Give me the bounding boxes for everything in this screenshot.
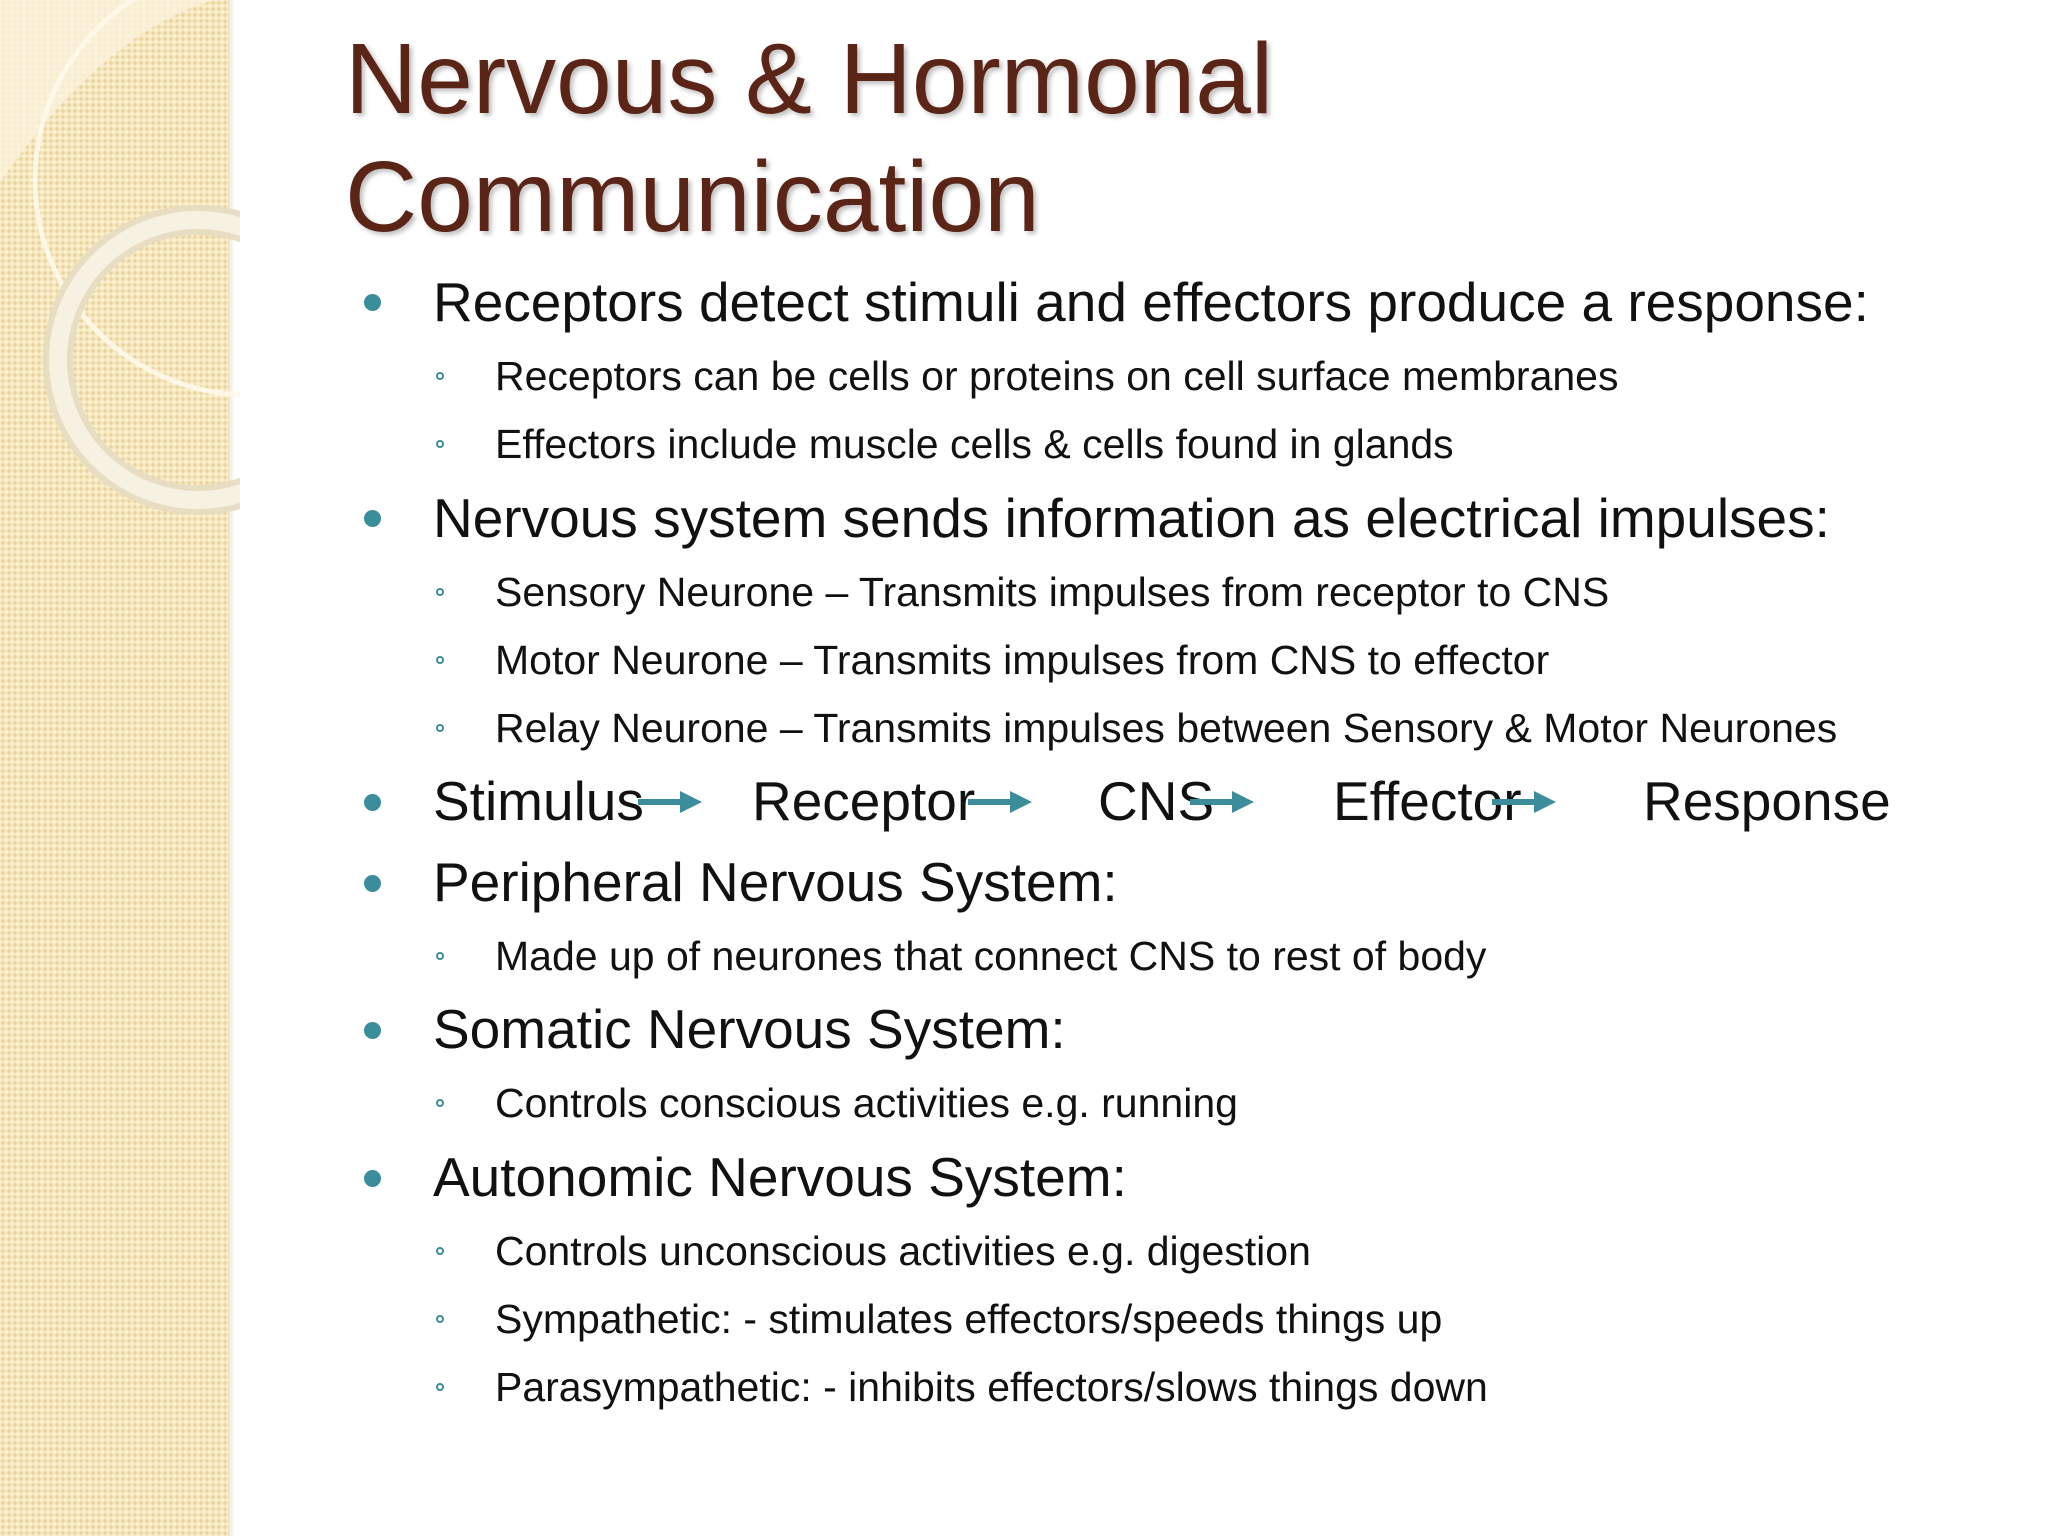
sub-bullet-autonomic-1: Controls unconscious activities e.g. digestion [495,1228,1311,1274]
flow-step-effector: Effector [1333,770,1522,832]
sub-bullet-ring-icon [436,656,444,664]
sub-bullet-ring-icon [436,440,444,448]
sub-bullet-ring-icon [436,952,444,960]
sub-bullet-ring-icon [436,1315,444,1323]
flow-step-stimulus: Stimulus [433,770,644,832]
flow-arrow-icon [1490,787,1560,817]
bullet-dot-icon [364,510,381,527]
sub-bullet-peripheral-1: Made up of neurones that connect CNS to rest of body [495,933,1487,979]
bullet-dot-icon [364,1170,381,1187]
bullet-somatic-nervous-system: Somatic Nervous System: [433,998,1066,1060]
flow-arrow-icon [636,787,706,817]
sub-bullet-parasympathetic: Parasympathetic: - inhibits effectors/slows things down [495,1364,1488,1410]
bullet-receptors: Receptors detect stimuli and effectors produce a response: [433,271,1869,333]
slide-title-line-1: Nervous & Hormonal [345,23,1274,135]
flow-step-response: Response [1643,770,1891,832]
bullet-autonomic-nervous-system: Autonomic Nervous System: [433,1146,1127,1208]
sub-bullet-receptors-1: Receptors can be cells or proteins on cell surface membranes [495,353,1619,399]
sub-bullet-ring-icon [436,588,444,596]
flow-arrow-icon [1188,787,1258,817]
flow-step-receptor: Receptor [752,770,976,832]
bullet-nervous-system: Nervous system sends information as electrical impulses: [433,487,1830,549]
slide-title-line-2: Communication [345,141,1040,253]
bullet-peripheral-nervous-system: Peripheral Nervous System: [433,851,1118,913]
bullet-dot-icon [364,794,381,811]
flow-arrow-icon [966,787,1036,817]
sub-bullet-receptors-2: Effectors include muscle cells & cells found in glands [495,421,1454,467]
bullet-dot-icon [364,875,381,892]
sub-bullet-relay-neurone: Relay Neurone – Transmits impulses between Sensory & Motor Neurones [495,705,1838,751]
sub-bullet-somatic-1: Controls conscious activities e.g. running [495,1080,1238,1126]
sub-bullet-ring-icon [436,724,444,732]
flow-step-cns: CNS [1098,770,1215,832]
sub-bullet-motor-neurone: Motor Neurone – Transmits impulses from CNS to effector [495,637,1550,683]
bullet-dot-icon [364,294,381,311]
sub-bullet-ring-icon [436,1099,444,1107]
sub-bullet-sympathetic: Sympathetic: - stimulates effectors/speeds things up [495,1296,1443,1342]
bullet-dot-icon [364,1022,381,1039]
sub-bullet-ring-icon [436,1247,444,1255]
sub-bullet-ring-icon [436,1383,444,1391]
sub-bullet-sensory-neurone: Sensory Neurone – Transmits impulses from receptor to CNS [495,569,1610,615]
sub-bullet-ring-icon [436,372,444,380]
